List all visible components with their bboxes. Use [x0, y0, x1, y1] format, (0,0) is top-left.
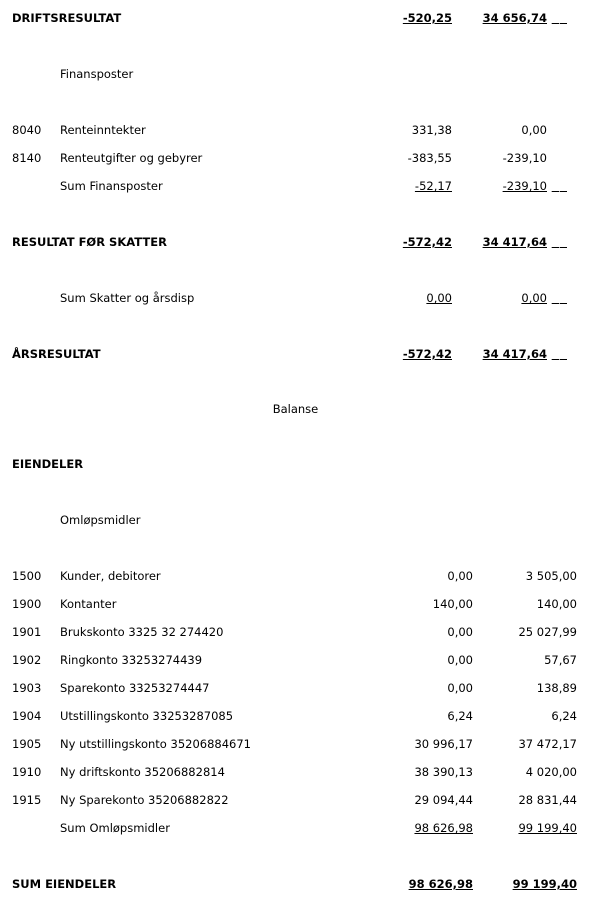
account-code: 1910 [12, 765, 42, 779]
arsresultat-label: ÅRSRESULTAT [12, 347, 101, 361]
account-code: 1915 [12, 793, 42, 807]
account-label: Renteinntekter [60, 123, 146, 137]
table-row [0, 568, 591, 584]
value-2: 6,24 [551, 709, 577, 723]
value-2: 4 020,00 [525, 765, 577, 779]
sum-eiendeler-row [0, 876, 591, 892]
account-code: 1903 [12, 681, 42, 695]
value-2: 28 831,44 [518, 793, 577, 807]
value-2: 57,67 [544, 653, 577, 667]
sum-finans-row [0, 178, 591, 194]
driftsresultat-value-2: 34 656,74 [482, 11, 547, 25]
account-code: 1905 [12, 737, 42, 751]
driftsresultat-value-1: -520,25 [402, 11, 452, 25]
value-1: 29 094,44 [414, 793, 473, 807]
account-code: 1902 [12, 653, 42, 667]
table-row [0, 708, 591, 724]
account-code: 1901 [12, 625, 42, 639]
eiendeler-row [0, 456, 591, 472]
account-code: 8140 [12, 151, 42, 165]
table-row [0, 122, 591, 138]
trailing-dash [552, 178, 559, 194]
account-label: Sparekonto 33253274447 [60, 681, 210, 695]
value-2: 140,00 [536, 597, 577, 611]
account-code: 1904 [12, 709, 42, 723]
sum-omlop-value-2: 99 199,40 [518, 821, 577, 835]
account-label: Utstillingskonto 33253287085 [60, 709, 234, 723]
trailing-dash [552, 346, 559, 362]
table-row [0, 792, 591, 808]
resultat-for-skatter-label: RESULTAT FØR SKATTER [12, 235, 167, 249]
balanse-title-row [0, 401, 591, 417]
driftsresultat-label: DRIFTSRESULTAT [12, 11, 122, 25]
value-2: 37 472,17 [518, 737, 577, 751]
sum-eiendeler-value-1: 98 626,98 [408, 877, 473, 891]
account-label: Ringkonto 33253274439 [60, 653, 203, 667]
sum-finans-value-1: -52,17 [414, 179, 452, 193]
finans-header: Finansposter [60, 67, 134, 81]
sum-omlop-label: Sum Omløpsmidler [60, 821, 170, 835]
sum-finans-value-2: -239,10 [502, 179, 547, 193]
account-label: Kunder, debitorer [60, 569, 161, 583]
sum-skatt-value-1: 0,00 [426, 291, 452, 305]
value-1: 6,24 [447, 709, 473, 723]
sum-finans-label: Sum Finansposter [60, 179, 163, 193]
account-label: Kontanter [60, 597, 117, 611]
table-row [0, 150, 591, 166]
sum-omlop-value-1: 98 626,98 [414, 821, 473, 835]
value-2: 3 505,00 [525, 569, 577, 583]
account-label: Brukskonto 3325 32 274420 [60, 625, 224, 639]
balanse-title: Balanse [272, 402, 319, 416]
value-1: 0,00 [447, 681, 473, 695]
value-1: 0,00 [447, 625, 473, 639]
value-1: 30 996,17 [414, 737, 473, 751]
table-row [0, 624, 591, 640]
trailing-dash [560, 290, 567, 306]
trailing-dash [560, 234, 567, 250]
arsresultat-value-2: 34 417,64 [482, 347, 547, 361]
trailing-dash [560, 346, 567, 362]
resultat-for-skatter-row [0, 234, 591, 250]
sum-eiendeler-label: SUM EIENDELER [12, 877, 117, 891]
value-1: 0,00 [447, 569, 473, 583]
trailing-dash [560, 10, 567, 26]
value-2: 25 027,99 [518, 625, 577, 639]
driftsresultat-row [0, 10, 591, 26]
sum-omlop-row [0, 820, 591, 836]
omlop-header: Omløpsmidler [60, 513, 141, 527]
value-1: 38 390,13 [414, 765, 473, 779]
sum-skatt-value-2: 0,00 [521, 291, 547, 305]
trailing-dash [552, 234, 559, 250]
eiendeler-heading: EIENDELER [12, 457, 84, 471]
trailing-dash [560, 178, 567, 194]
value-1: 331,38 [411, 123, 452, 137]
arsresultat-value-1: -572,42 [402, 347, 452, 361]
trailing-dash [552, 10, 559, 26]
account-code: 8040 [12, 123, 42, 137]
sum-eiendeler-value-2: 99 199,40 [512, 877, 577, 891]
sum-skatt-label: Sum Skatter og årsdisp [60, 291, 195, 305]
table-row [0, 736, 591, 752]
value-2: 138,89 [536, 681, 577, 695]
account-label: Ny driftskonto 35206882814 [60, 765, 225, 779]
table-row [0, 764, 591, 780]
value-2: 0,00 [521, 123, 547, 137]
arsresultat-row [0, 346, 591, 362]
account-label: Renteutgifter og gebyrer [60, 151, 203, 165]
resultat-for-skatter-value-2: 34 417,64 [482, 235, 547, 249]
sum-skatt-row [0, 290, 591, 306]
account-code: 1900 [12, 597, 42, 611]
table-row [0, 652, 591, 668]
omlop-header-row [0, 512, 591, 528]
account-label: Ny Sparekonto 35206882822 [60, 793, 229, 807]
finans-header-row [0, 66, 591, 82]
resultat-for-skatter-value-1: -572,42 [402, 235, 452, 249]
table-row [0, 680, 591, 696]
value-1: -383,55 [407, 151, 452, 165]
trailing-dash [552, 290, 559, 306]
account-code: 1500 [12, 569, 42, 583]
account-label: Ny utstillingskonto 35206884671 [60, 737, 251, 751]
value-2: -239,10 [502, 151, 547, 165]
table-row [0, 596, 591, 612]
value-1: 140,00 [432, 597, 473, 611]
value-1: 0,00 [447, 653, 473, 667]
